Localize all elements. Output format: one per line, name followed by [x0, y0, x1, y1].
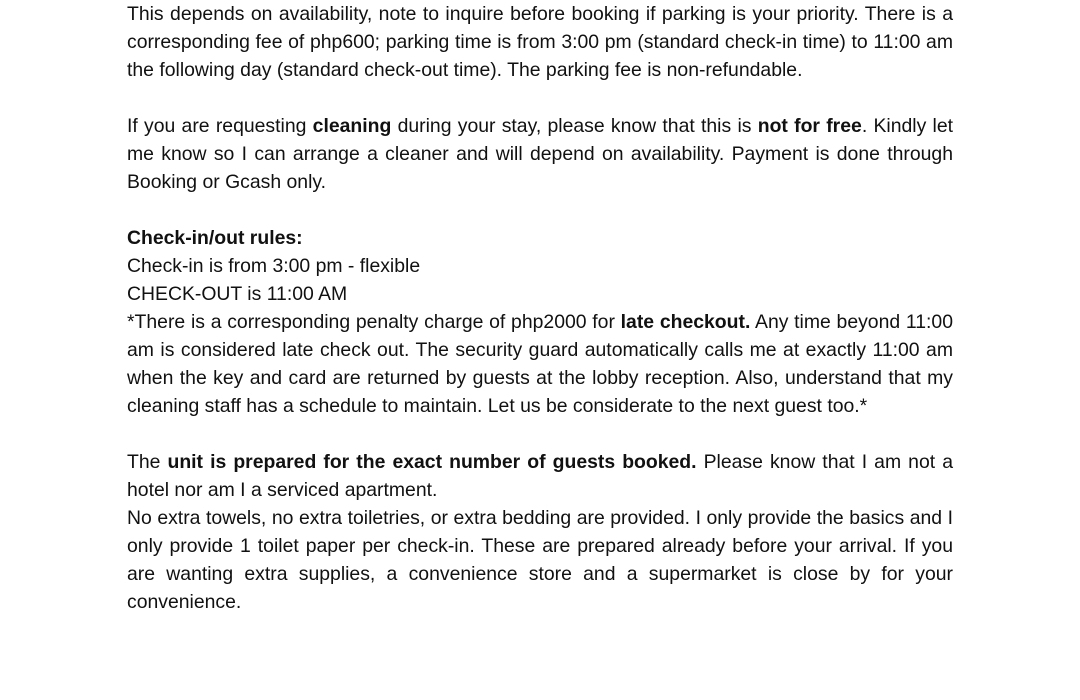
unit-prepared-bold: unit is prepared for the exact number of guests booked. [167, 451, 697, 473]
checkout-time-line: CHECK-OUT is 11:00 AM [127, 283, 348, 305]
cleaning-bold-term: cleaning [312, 115, 392, 137]
penalty-text-post: Any time beyond 11:00 am is considered late check out. The security guard automatically calls me at exactly 11:00 am when the key and card are returned by guests at the lobby reception. Also, understand that my cleaning staff has a schedule to maintain. Let us be considerate to the next guest too.* [127, 311, 953, 417]
checkin-rules-heading-text: Check-in/out rules: [127, 227, 303, 249]
supplies-paragraph: No extra towels, no extra toiletries, or extra bedding are provided. I only provide the basics and I only provide 1 toilet paper per check-in. These are prepared already before your arrival. If you are wanting extra supplies, a convenience store and a supermarket is close by for your convenience. [127, 507, 953, 613]
paragraph-spacer [127, 196, 953, 224]
checkin-time-line: Check-in is from 3:00 pm - flexible [127, 255, 421, 277]
late-checkout-paragraph [127, 308, 953, 420]
unit-prepared-paragraph [127, 448, 953, 504]
cleaning-text-mid: during your stay, please know that this is [391, 115, 758, 137]
cleaning-paragraph [127, 112, 953, 196]
document-page [127, 0, 953, 616]
cleaning-text-pre: If you are requesting [127, 115, 313, 137]
paragraph-spacer [127, 420, 953, 448]
unit-text-pre: The [127, 451, 168, 473]
checkin-rules-heading [127, 224, 953, 252]
not-for-free-bold: not for free [757, 115, 862, 137]
cleaning-text-post: . Kindly let me know so I can arrange a cleaner and will depend on availability. Payment is done through Booking or Gcash only. [127, 115, 954, 193]
penalty-text-pre: *There is a corresponding penalty charge of php2000 for [127, 311, 621, 333]
unit-text-post: Please know that I am not a hotel nor am I a serviced apartment. [127, 451, 953, 501]
paragraph-spacer [127, 84, 953, 112]
late-checkout-bold: late checkout. [620, 311, 751, 333]
parking-paragraph: This depends on availability, note to inquire before booking if parking is your priority. There is a corresponding fee of php600; parking time is from 3:00 pm (standard check-in time) to 11:00 am the following day (standard check-out time). The parking fee is non-refundable. [127, 3, 953, 81]
